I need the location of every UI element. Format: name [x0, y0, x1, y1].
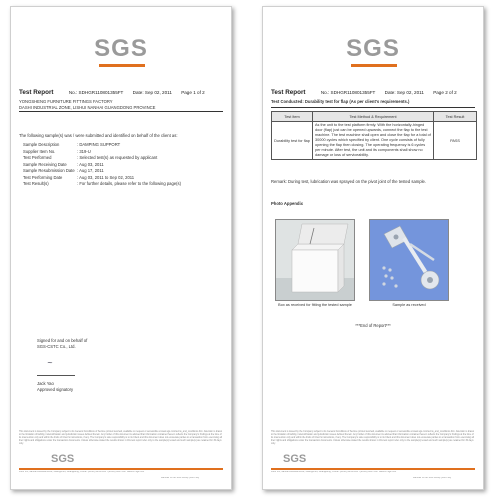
- result-table: [271, 111, 477, 160]
- footer-address: Floor 3/F, Nanhai Industrial Zone, Guangzhou, Guangdong, China t (86-20) 82155555 f (86-20) 82075137 www.cn.sgs.com: [19, 471, 145, 473]
- field-row: Test Result(s) : For further details, please refer to the following page(s): [23, 181, 182, 186]
- report-number: No.: SDHGR110801355FT: [68, 90, 124, 95]
- report-number: No.: SDHGR110801355FT: [320, 90, 376, 95]
- signature-line: [37, 375, 75, 376]
- end-of-report: ***End of Report***: [355, 323, 391, 328]
- header-divider: [271, 107, 475, 108]
- footer-member: Member of the SGS Group (SGS SA): [413, 477, 452, 479]
- footer-address: Floor 3/F, Nanhai Industrial Zone, Guangzhou, Guangdong, China t (86-20) 82155555 f (86-20) 82075137 www.cn.sgs.com: [271, 471, 397, 473]
- col-header-test-item: Test Item: [272, 112, 313, 122]
- field-row: Supplier Item No. : 319-U: [23, 148, 91, 154]
- signer-role: Approved signatory: [37, 387, 74, 392]
- field-row: Test Performed : Selected test(s) as requested by applicant: [23, 155, 158, 160]
- footer-sgs-logo: SGS: [283, 453, 307, 465]
- report-date: Date: Sep 02, 2011: [384, 90, 424, 95]
- sgs-logo: SGS: [346, 35, 400, 62]
- footer-terms: This document is issued by the Company subject to its General Conditions of Service printed overleaf, available on request or accessible at www.sgs.com/terms_and_conditions.htm. Attention is drawn to the limitation of liability, indemnification and jurisdiction issues defined therein. Any holder of this document is advised that information contained hereon reflects the Company's findings at the time of its intervention only and within the limits of Client's instructions, if any. The Company's sole responsibility is to its Client and this document does not exonerate parties to a transaction from exercising all their rights and obligations under the transaction documents. Unless otherwise stated the results shown in this test report refer only to the sample(s) tested and such sample(s) are retained for 30 days only.: [271, 431, 475, 445]
- table-header-row: [272, 112, 477, 122]
- field-row: Sample Description : DAMPING SUPPORT: [23, 142, 121, 147]
- header-divider: [19, 111, 223, 112]
- cell-result: PASS: [434, 122, 477, 160]
- footer-accent-line: [271, 468, 475, 470]
- remark-text: Remark: During test, lubrication was sprayed on the pivot joint of the tested sample.: [271, 179, 427, 184]
- col-header-method: Test Method & Requirement: [313, 112, 434, 122]
- logo-accent-bar: [99, 64, 145, 67]
- hinge-image: [370, 220, 449, 301]
- box-image: [276, 220, 355, 301]
- intro-text: The following sample(s) was / were submitted and identified on behalf of the client as:: [19, 133, 178, 138]
- footer-accent-line: [19, 468, 223, 470]
- page-number: Page 2 of 2: [433, 90, 457, 95]
- report-title: Test Report: [271, 89, 306, 96]
- footer-terms: This document is issued by the Company subject to its General Conditions of Service printed overleaf, available on request or accessible at www.sgs.com/terms_and_conditions.htm. Attention is drawn to the limitation of liability, indemnification and jurisdiction issues defined therein. Any holder of this document is advised that information contained hereon reflects the Company's findings at the time of its intervention only and within the limits of Client's instructions, if any. The Company's sole responsibility is to its Client and this document does not exonerate parties to a transaction from exercising all their rights and obligations under the transaction documents. Unless otherwise stated the results shown in this test report refer only to the sample(s) tested and such sample(s) are retained for 30 days only.: [19, 431, 223, 445]
- report-date: Date: Sep 02, 2011: [132, 90, 172, 95]
- col-header-result: Test Result: [434, 112, 477, 122]
- photo-appendix-title: Photo Appendix: [271, 201, 303, 206]
- signature-scribble: ~: [47, 359, 53, 367]
- photo-sample: [369, 219, 449, 301]
- signed-for-text: Signed for and on behalf of: [37, 338, 88, 343]
- logo-accent-bar: [351, 64, 397, 67]
- report-header: [271, 89, 475, 96]
- signer-name: Jack Yao: [37, 381, 54, 386]
- client-address: DASHI INDUSTRIAL ZONE, LISHUI NANHAI GUANGDONG PROVINCE: [19, 104, 156, 110]
- cell-method: As the unit to the test platform firmly. With the horizontally-hinged door (flap) just can be opened upwards, connect the flap to the test machine. The test machine shall open and close the flap for a total of 30000 cycles which specified by client. One cycle consists of fully opening the flap then closing. The operating frequency is 6 cycles per minute. After test, the unit and its components shall show no damage or loss of serviceability.: [313, 122, 434, 160]
- field-row: Sample Receiving Date : Aug 03, 2011: [23, 161, 104, 167]
- footer-member: Member of the SGS Group (SGS SA): [161, 477, 200, 479]
- page-number: Page 1 of 2: [181, 90, 205, 95]
- report-header: [19, 89, 223, 96]
- photo-caption-sample: Sample as received: [392, 303, 426, 307]
- sgs-logo: SGS: [94, 35, 148, 62]
- report-page-2: [262, 6, 484, 490]
- photo-box: [275, 219, 355, 301]
- report-title: Test Report: [19, 89, 54, 96]
- test-conducted: Test Conducted: Durability test for flap (As per client's requirements.): [271, 99, 410, 104]
- client-company: YONGSHENG FURNITURE FITTINGS FACTORY: [19, 99, 113, 104]
- field-row: Test Performing Date : Aug 03, 2011 to Sep 02, 2011: [23, 174, 135, 180]
- report-page-1: [10, 6, 232, 490]
- footer-sgs-logo: SGS: [51, 453, 75, 465]
- table-row: [272, 122, 477, 160]
- signing-company: SGS-CSTC Co., Ltd.: [37, 344, 76, 349]
- cell-test-item: Durability test for flap: [272, 122, 313, 160]
- field-row: Sample Resubmission Date : Aug 17, 2011: [23, 168, 104, 173]
- photo-caption-box: Box as received for fitting the tested sample: [278, 303, 352, 307]
